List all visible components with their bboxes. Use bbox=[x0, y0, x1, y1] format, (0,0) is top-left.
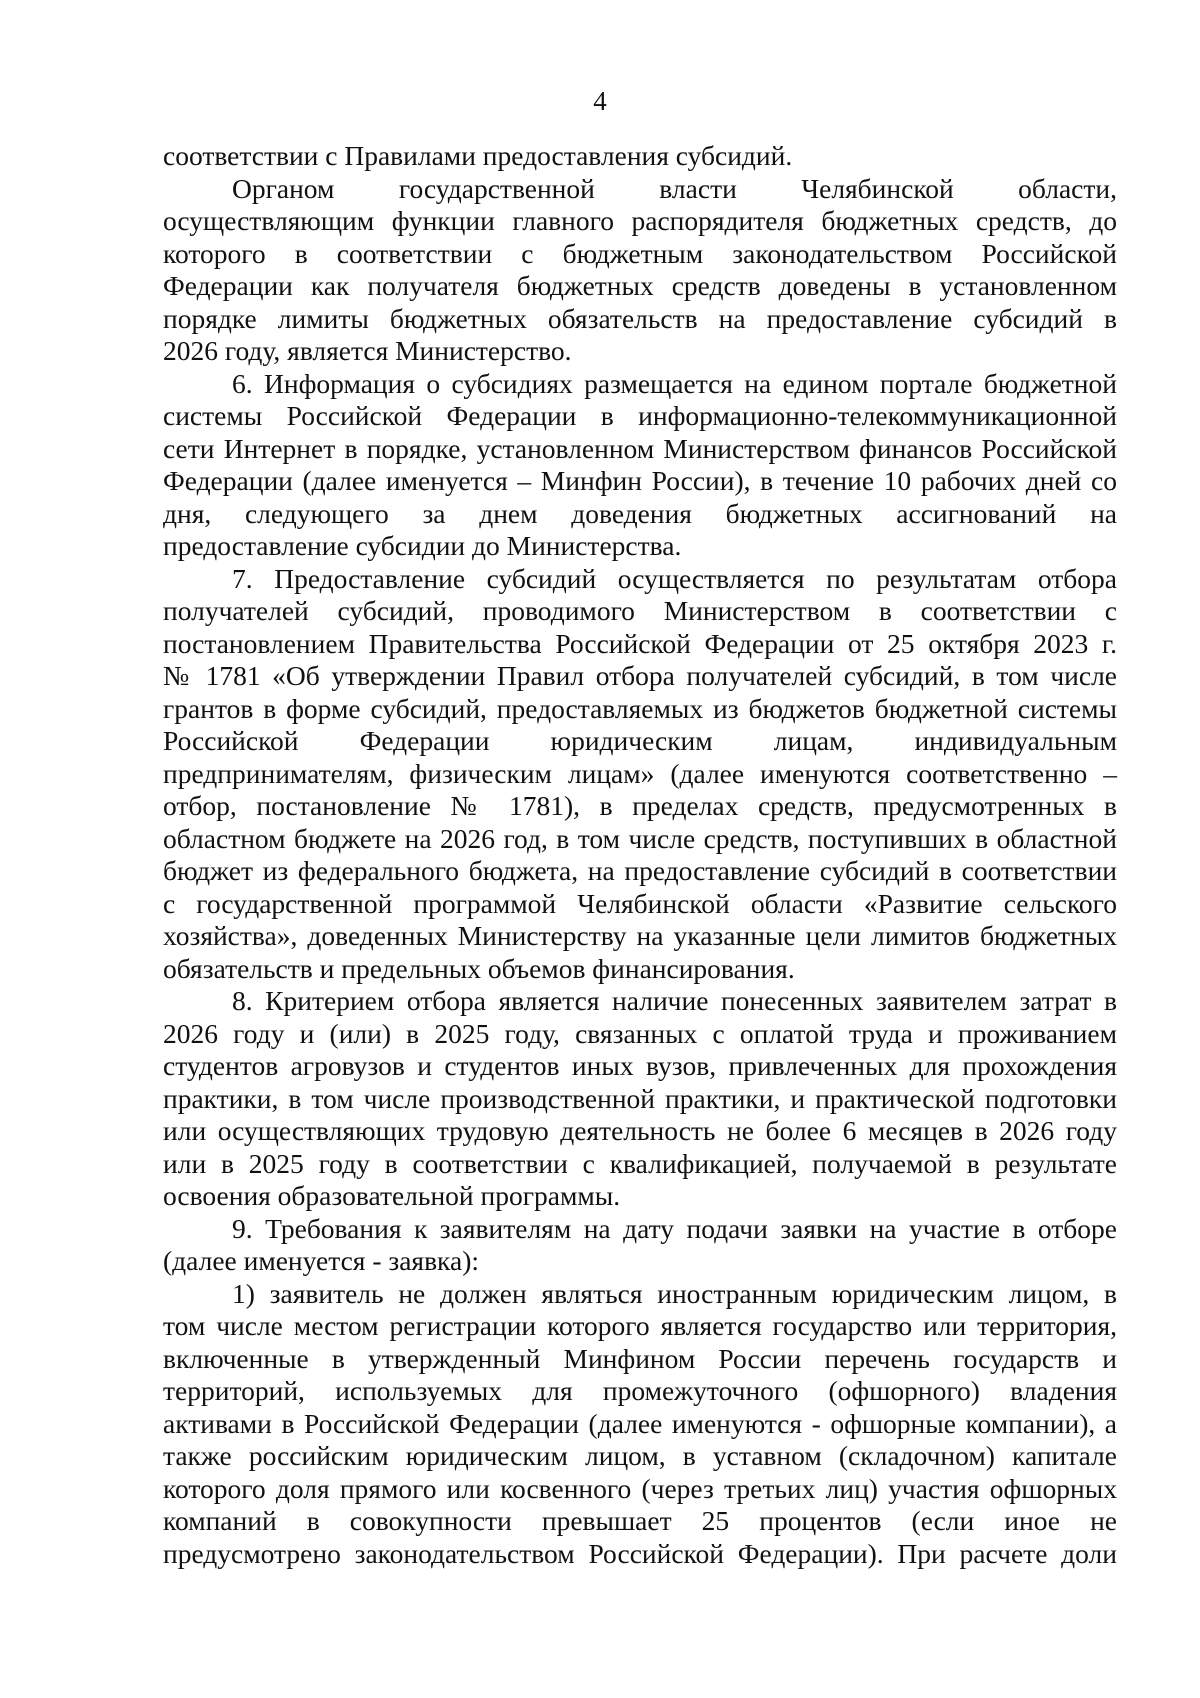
text-line: Федерации (далее именуется – Минфин России), в течение 10 рабочих дней со bbox=[163, 465, 1117, 496]
text-line: Российской Федерации юридическим лицам, индивидуальным bbox=[163, 725, 1117, 756]
text-line: которого доля прямого или косвенного (через третьих лиц) участия офшорных bbox=[163, 1472, 1117, 1504]
text-line: системы Российской Федерации в информационно-телекоммуникационной bbox=[163, 400, 1117, 431]
text-line: 9. Требования к заявителям на дату подачи заявки на участие в отборе bbox=[232, 1212, 1117, 1244]
text-line: грантов в форме субсидий, предоставляемых из бюджетов бюджетной системы bbox=[163, 692, 1117, 724]
text-line: обязательств и предельных объемов финансирования. bbox=[163, 952, 795, 984]
text-line: также российским юридическим лицом, в уставном (складочном) капитале bbox=[163, 1440, 1117, 1471]
text-line: бюджет из федерального бюджета, на предоставление субсидий в соответствии bbox=[163, 855, 1117, 886]
text-line: включенные в утвержденный Минфином России перечень государств и bbox=[163, 1342, 1117, 1374]
text-line: (далее именуется - заявка): bbox=[163, 1245, 480, 1276]
text-line: предоставление субсидии до Министерства. bbox=[163, 530, 682, 561]
text-line: 1) заявитель не должен являться иностранным юридическим лицом, в bbox=[232, 1277, 1117, 1309]
text-line: порядке лимиты бюджетных обязательств на предоставление субсидий в bbox=[163, 302, 1117, 334]
text-line: освоения образовательной программы. bbox=[163, 1180, 621, 1211]
text-line: 2026 году, является Министерство. bbox=[163, 335, 572, 366]
text-line: соответствии с Правилами предоставления субсидий. bbox=[163, 140, 793, 171]
text-line: 8. Критерием отбора является наличие понесенных заявителем затрат в bbox=[232, 985, 1117, 1016]
text-line: студентов агровузов и студентов иных вузов, привлеченных для прохождения bbox=[163, 1050, 1117, 1081]
text-line: № 1781 «Об утверждении Правил отбора получателей субсидий, в том числе bbox=[163, 660, 1117, 691]
text-line: или в 2025 году в соответствии с квалификацией, получаемой в результате bbox=[163, 1147, 1117, 1179]
text-line: Федерации как получателя бюджетных средств доведены в установленном bbox=[163, 270, 1117, 301]
text-line: которого в соответствии с бюджетным законодательством Российской bbox=[163, 237, 1117, 269]
text-line: или осуществляющих трудовую деятельность не более 6 месяцев в 2026 году bbox=[163, 1115, 1117, 1146]
text-line: хозяйства», доведенных Министерству на указанные цели лимитов бюджетных bbox=[163, 920, 1117, 951]
document-body bbox=[163, 140, 1117, 1570]
text-line: с государственной программой Челябинской области «Развитие сельского bbox=[163, 887, 1117, 919]
text-line: практики, в том числе производственной практики, и практической подготовки bbox=[163, 1082, 1117, 1114]
text-line: получателей субсидий, проводимого Министерством в соответствии с bbox=[163, 595, 1117, 626]
text-line: осуществляющим функции главного распорядителя бюджетных средств, до bbox=[163, 205, 1117, 236]
text-line: том числе местом регистрации которого является государство или территория, bbox=[163, 1310, 1117, 1341]
text-line: отбор, постановление № 1781), в пределах средств, предусмотренных в bbox=[163, 790, 1117, 821]
text-line: дня, следующего за днем доведения бюджетных ассигнований на bbox=[163, 497, 1117, 529]
text-line: территорий, используемых для промежуточного (офшорного) владения bbox=[163, 1375, 1117, 1406]
page-number: 4 bbox=[593, 86, 607, 116]
text-line: сети Интернет в порядке, установленном Министерством финансов Российской bbox=[163, 432, 1117, 464]
text-line: компаний в совокупности превышает 25 процентов (если иное не bbox=[163, 1505, 1117, 1536]
text-line: предпринимателям, физическим лицам» (далее именуются соответственно – bbox=[163, 757, 1117, 789]
text-line: 7. Предоставление субсидий осуществляется по результатам отбора bbox=[232, 562, 1117, 594]
text-line: активами в Российской Федерации (далее именуются - офшорные компании), а bbox=[163, 1407, 1117, 1439]
text-line: областном бюджете на 2026 год, в том числе средств, поступивших в областной bbox=[163, 822, 1117, 854]
text-line: 6. Информация о субсидиях размещается на едином портале бюджетной bbox=[232, 367, 1117, 399]
text-line: Органом государственной власти Челябинской области, bbox=[232, 172, 1117, 204]
text-line: предусмотрено законодательством Российской Федерации). При расчете доли bbox=[163, 1537, 1117, 1569]
text-line: постановлением Правительства Российской Федерации от 25 октября 2023 г. bbox=[163, 627, 1117, 659]
text-line: 2026 году и (или) в 2025 году, связанных с оплатой труда и проживанием bbox=[163, 1017, 1117, 1049]
